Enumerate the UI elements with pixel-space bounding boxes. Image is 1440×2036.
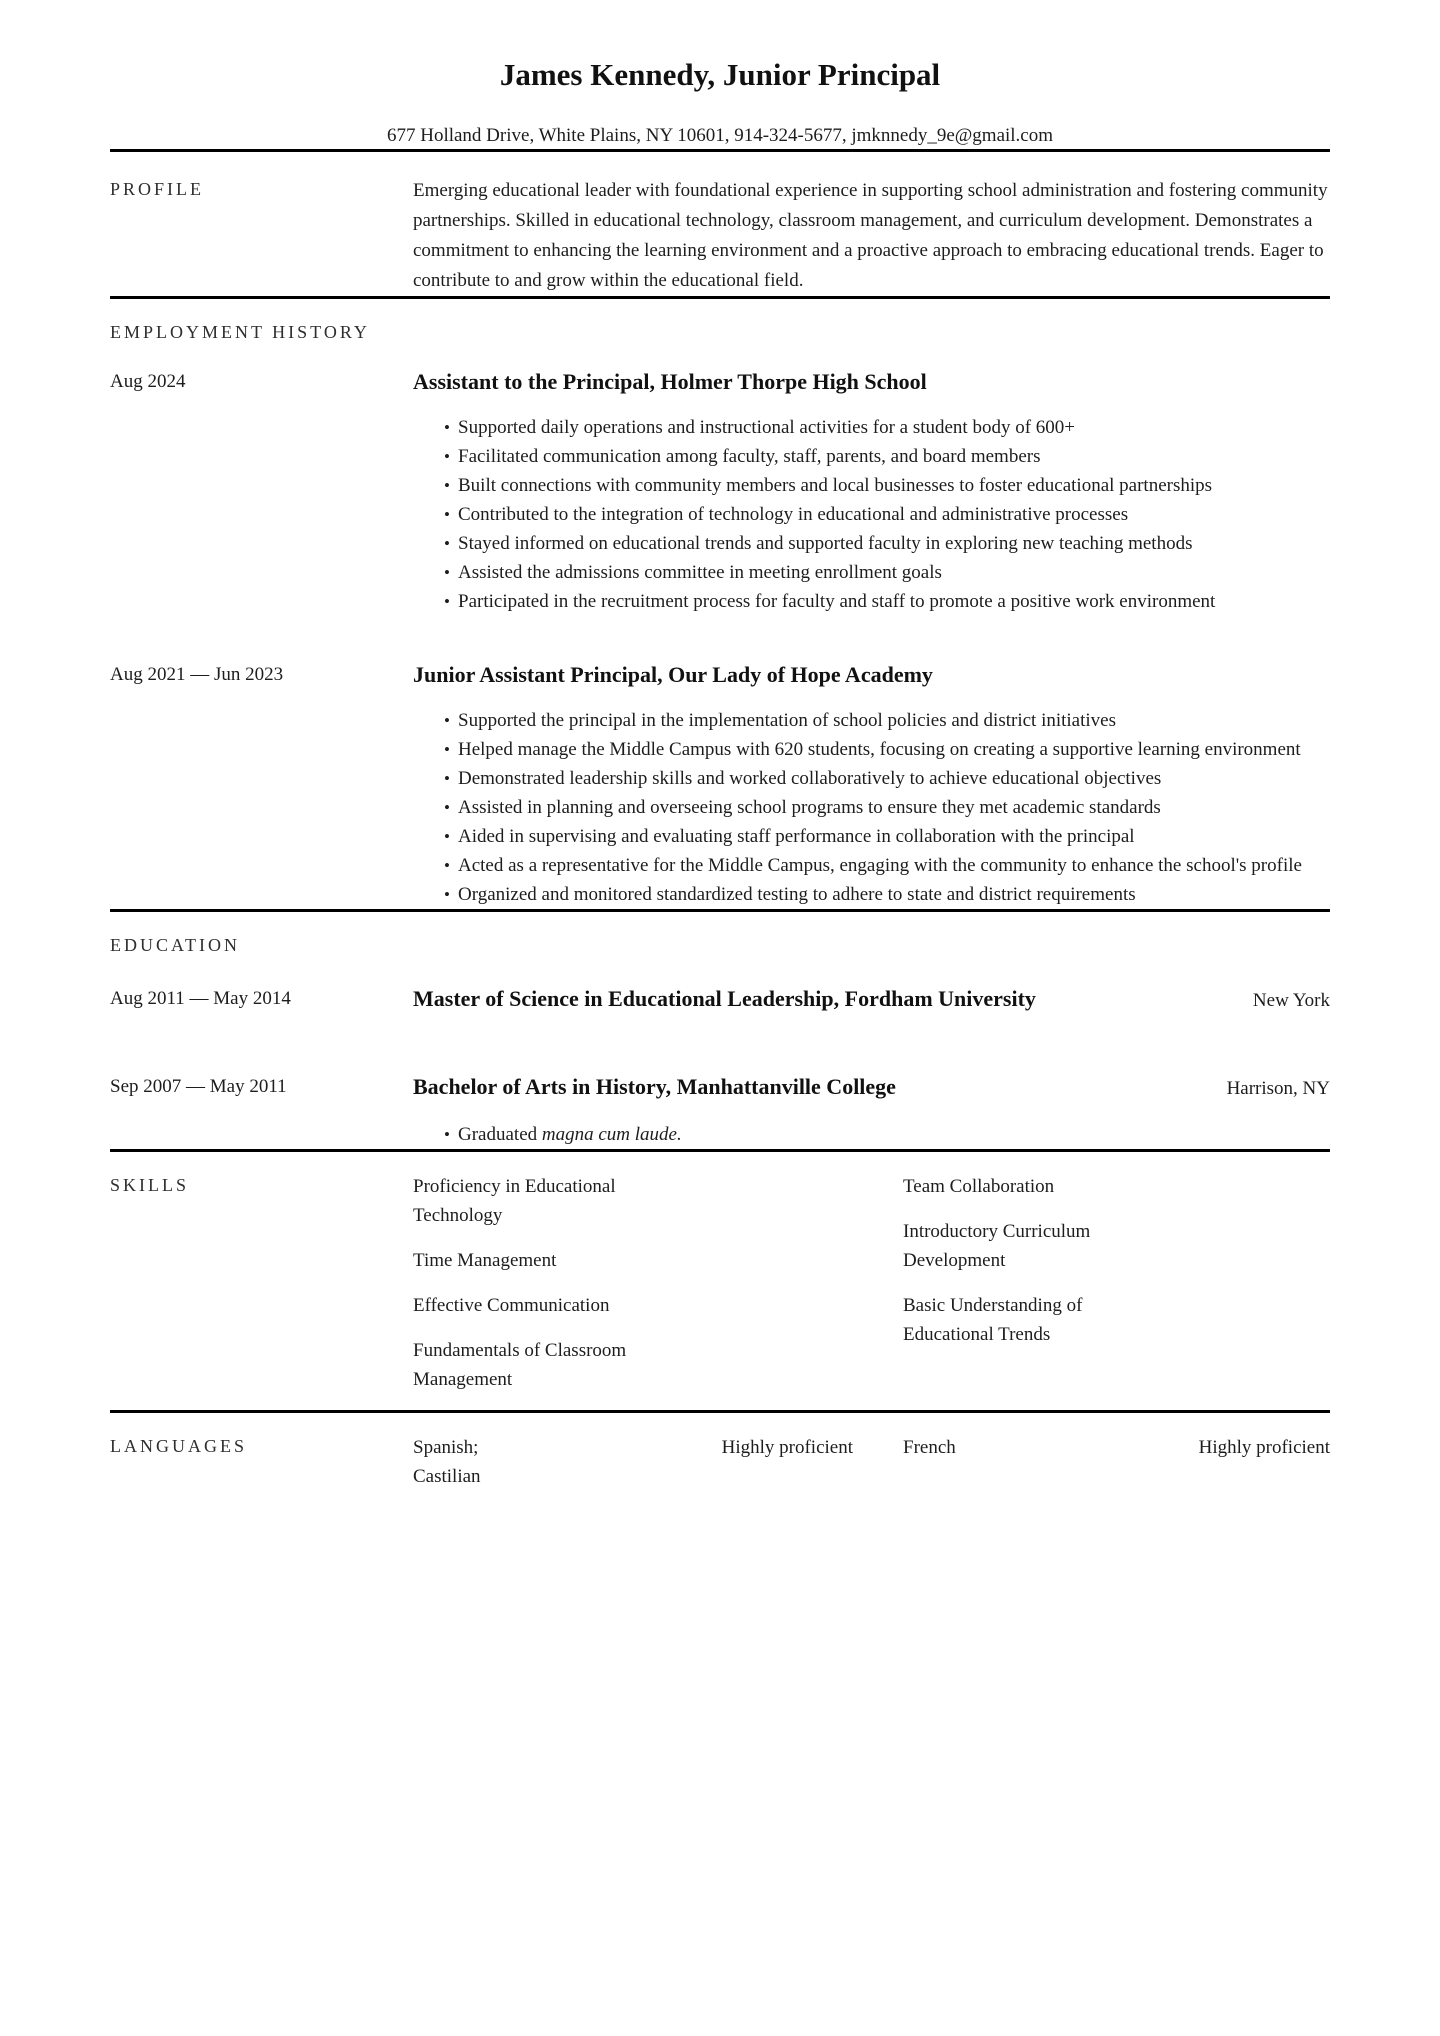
job-bullet: • Helped manage the Middle Campus with 620 students, focusing on creating a supportive learning environment — [413, 735, 1330, 764]
profile-text: Emerging educational leader with foundational experience in supporting school administration and fostering community partnerships. Skilled in educational technology, classroom management, and curriculum development. Demonstrates a commitment to enhancing the learning environment and a proactive approach to embracing educational trends. Eager to contribute to and grow within the educational field. — [413, 180, 1328, 291]
employment-history-label: EMPLOYMENT HISTORY — [110, 322, 370, 342]
languages-label: LANGUAGES — [110, 1436, 247, 1456]
language-name: French — [903, 1437, 956, 1458]
profile-label: PROFILE — [110, 179, 205, 199]
skill-item: Time Management — [413, 1250, 557, 1271]
language-entry — [903, 1433, 1330, 1491]
skill-item: Fundamentals of Classroom Management — [413, 1340, 627, 1390]
job-bullet: • Supported the principal in the implementation of school policies and district initiatives — [413, 706, 1330, 735]
job-bullet-list — [413, 706, 1330, 909]
education-bullet-text: Graduated — [458, 1124, 542, 1145]
education-date: Sep 2007 — May 2011 — [110, 1076, 287, 1097]
job-bullet: • Built connections with community members and local businesses to foster educational partnerships — [413, 471, 1330, 500]
skill-item: Basic Understanding of Educational Trends — [903, 1295, 1083, 1345]
job-bullet: • Aided in supervising and evaluating staff performance in collaboration with the principal — [413, 822, 1330, 851]
job-title: Junior Assistant Principal, Our Lady of Hope Academy — [413, 662, 933, 687]
language-level: Highly proficient — [1198, 1437, 1330, 1458]
job-bullet-list — [413, 413, 1330, 616]
language-entry — [413, 1433, 853, 1491]
job-bullet: • Participated in the recruitment process for faculty and staff to promote a positive work environment — [413, 587, 1330, 616]
education-label: EDUCATION — [110, 935, 240, 955]
education-bullet-italic: magna cum laude. — [541, 1124, 682, 1145]
skills-column-2 — [903, 1172, 1330, 1410]
education-degree: Bachelor of Arts in History, Manhattanville College — [413, 1074, 896, 1099]
job-bullet: • Contributed to the integration of technology in educational and administrative processes — [413, 500, 1330, 529]
education-bullet — [413, 1120, 1330, 1149]
section-profile — [110, 152, 1330, 296]
skill-item: Introductory Curriculum Development — [903, 1221, 1091, 1271]
education-date: Aug 2011 — May 2014 — [110, 988, 291, 1009]
job-bullet: • Demonstrated leadership skills and worked collaboratively to achieve educational objectives — [413, 764, 1330, 793]
education-entry — [110, 1072, 1330, 1149]
job-bullet: • Facilitated communication among faculty, staff, parents, and board members — [413, 442, 1330, 471]
skills-column-1 — [413, 1172, 853, 1410]
job-bullet: • Assisted in planning and overseeing school programs to ensure they met academic standards — [413, 793, 1330, 822]
job-bullet: • Stayed informed on educational trends and supported faculty in exploring new teaching methods — [413, 529, 1330, 558]
education-degree: Master of Science in Educational Leadership, Fordham University — [413, 986, 1036, 1011]
section-education — [110, 912, 1330, 1149]
job-entry — [110, 367, 1330, 616]
skill-item: Proficiency in Educational Technology — [413, 1176, 616, 1226]
job-date: Aug 2024 — [110, 371, 186, 392]
job-bullet: • Organized and monitored standardized testing to adhere to state and district requirements — [413, 880, 1330, 909]
education-location: Harrison, NY — [1226, 1078, 1330, 1099]
education-entry — [110, 984, 1330, 1016]
education-bullet-list — [413, 1120, 1330, 1149]
language-level: Highly proficient — [721, 1437, 853, 1458]
section-skills — [110, 1152, 1330, 1410]
skills-label: SKILLS — [110, 1175, 190, 1195]
job-bullet: • Acted as a representative for the Middle Campus, engaging with the community to enhance the school's profile — [413, 851, 1330, 880]
job-title: Assistant to the Principal, Holmer Thorpe High School — [413, 369, 927, 394]
job-bullet: • Assisted the admissions committee in meeting enrollment goals — [413, 558, 1330, 587]
job-bullet: • Supported daily operations and instructional activities for a student body of 600+ — [413, 413, 1330, 442]
language-name: Spanish; Castilian — [413, 1437, 481, 1487]
contact-line: 677 Holland Drive, White Plains, NY 10601, 914-324-5677, jmknnedy_9e@gmail.com — [386, 125, 1054, 146]
resume-name: James Kennedy, Junior Principal — [499, 57, 941, 92]
job-date: Aug 2021 — Jun 2023 — [110, 664, 284, 685]
education-location: New York — [1252, 990, 1330, 1011]
job-entry — [110, 660, 1330, 909]
section-employment-history — [110, 299, 1330, 909]
skill-item: Effective Communication — [413, 1295, 610, 1316]
skill-item: Team Collaboration — [903, 1176, 1055, 1197]
section-languages — [110, 1413, 1330, 1491]
